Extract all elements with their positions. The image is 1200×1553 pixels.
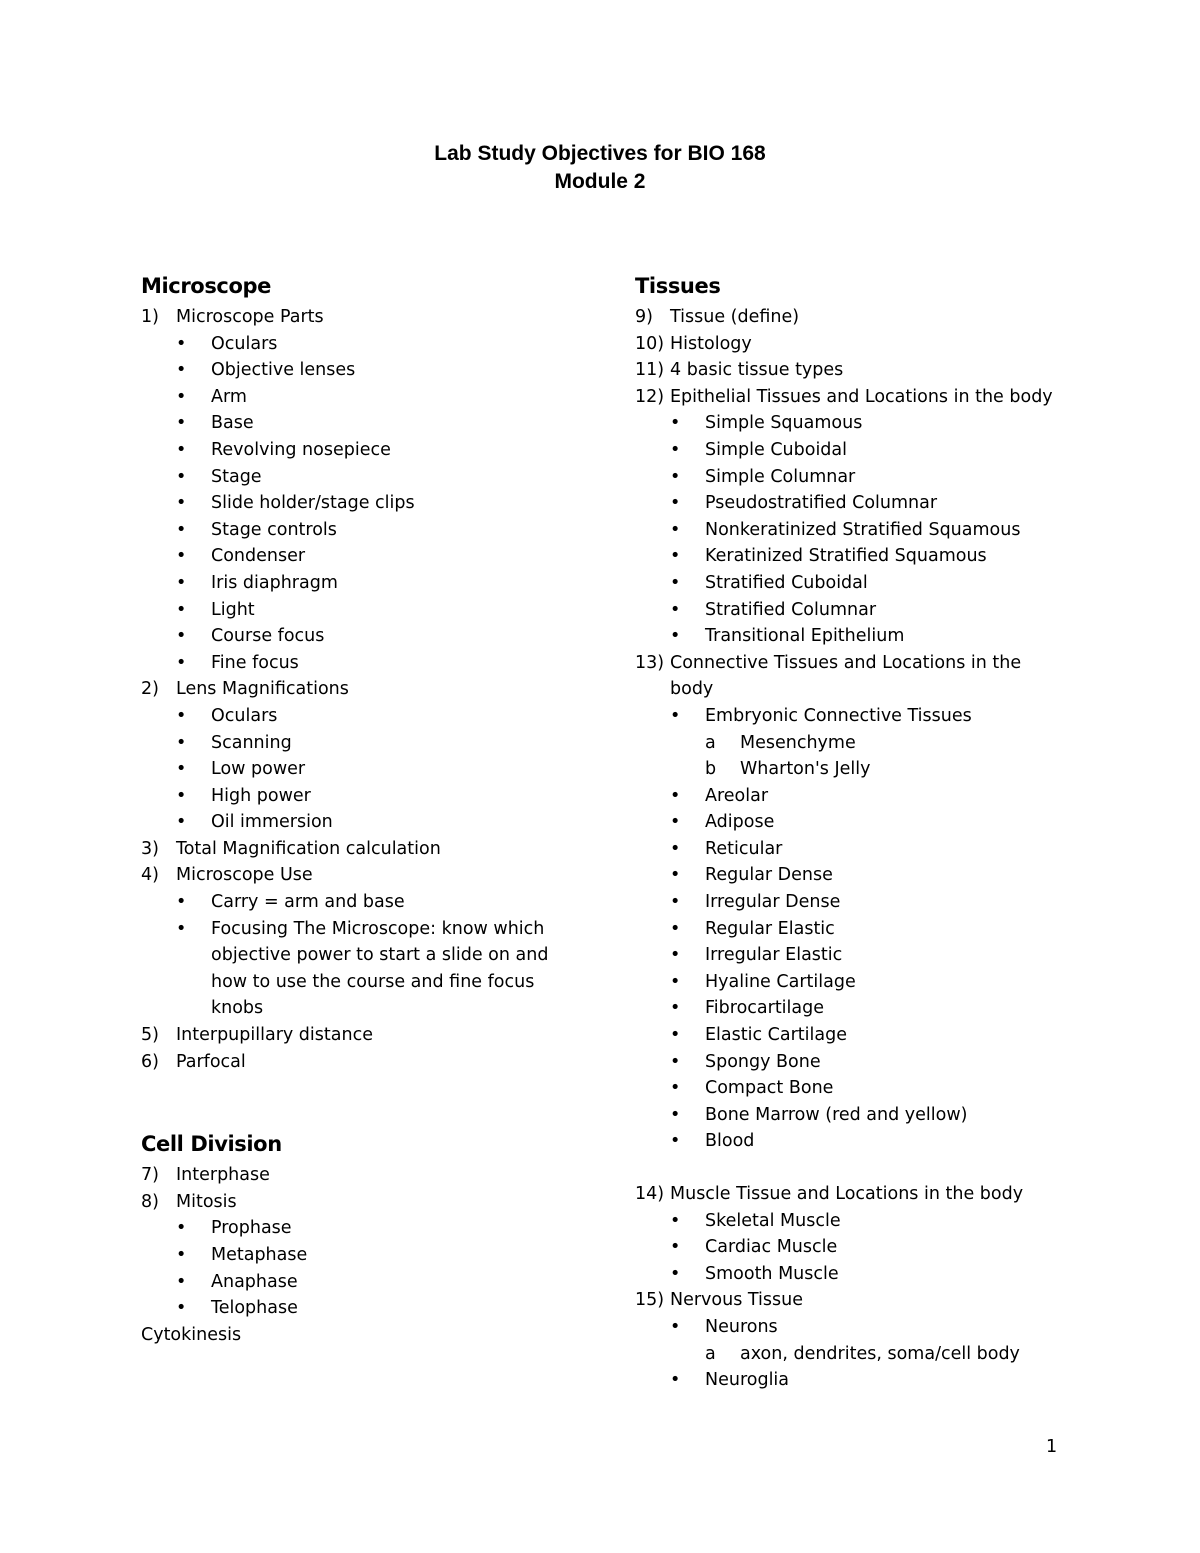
bullet-item: • Fine focus: [141, 650, 581, 677]
bullet-item: • Neurons: [635, 1314, 1075, 1341]
item-number: 3): [141, 838, 159, 859]
bullet-icon: •: [670, 466, 681, 487]
bullet-item: • Pseudostratified Columnar: [635, 490, 1075, 517]
item-number: 14): [635, 1184, 665, 1204]
bullet-item: • Light: [141, 597, 581, 624]
item-number: 13): [635, 652, 665, 673]
bullet-icon: •: [176, 1271, 187, 1292]
left-column: [141, 271, 581, 1348]
item-text: Parfocal: [176, 1051, 246, 1072]
list-item: [635, 384, 1075, 411]
bullet-item: • Revolving nosepiece: [141, 437, 581, 464]
bullet-icon: •: [670, 599, 681, 620]
bullet-icon: •: [670, 1263, 681, 1284]
bullet-icon: •: [670, 572, 681, 593]
list-item: [141, 862, 581, 889]
item-number: 5): [141, 1025, 159, 1046]
bullet-icon: •: [176, 1298, 187, 1319]
bullet-item: • Scanning: [141, 730, 581, 757]
bullet-item: • Areolar: [635, 783, 1075, 810]
item-text: Muscle Tissue and Locations in the body: [670, 1184, 1024, 1204]
bullet-icon: •: [176, 333, 187, 354]
bullet-icon: •: [670, 1078, 681, 1099]
bullet-item: • Keratinized Stratified Squamous: [635, 543, 1075, 570]
bullet-item: • Compact Bone: [635, 1075, 1075, 1102]
item-number: 2): [141, 679, 159, 700]
document-title: Lab Study Objectives for BIO 168: [434, 142, 766, 165]
page-number: 1: [1046, 1437, 1058, 1457]
list-item: [141, 1022, 581, 1049]
bullet-icon: •: [670, 785, 681, 806]
bullet-item: • Metaphase: [141, 1242, 581, 1269]
sub-item: a Mesenchyme: [635, 730, 1075, 757]
bullet-icon: •: [670, 413, 681, 434]
section-spacer: [141, 1075, 581, 1129]
bullet-icon: •: [176, 759, 187, 780]
bullet-icon: •: [670, 493, 681, 514]
bullet-item: • Cardiac Muscle: [635, 1234, 1075, 1261]
list-item: [141, 1162, 581, 1189]
bullet-item: • Stratified Cuboidal: [635, 570, 1075, 597]
bullet-icon: •: [670, 812, 681, 833]
document-header: [0, 140, 1200, 196]
item-text: Lens Magnifications: [176, 679, 349, 700]
bullet-icon: •: [670, 998, 681, 1019]
bullet-icon: •: [176, 1245, 187, 1265]
item-number: 15): [635, 1290, 665, 1311]
list-item: [141, 836, 581, 863]
list-item: [635, 357, 1075, 384]
item-number: 10): [635, 333, 665, 354]
bullet-item: • Oculars: [141, 703, 581, 730]
item-text: Interpupillary distance: [176, 1025, 373, 1046]
bullet-icon: •: [670, 892, 681, 913]
bullet-icon: •: [176, 785, 187, 806]
bullet-item: • Objective lenses: [141, 357, 581, 384]
bullet-item: • Slide holder/stage clips: [141, 490, 581, 517]
list-item: [141, 1189, 581, 1216]
cytokinesis-text: Cytokinesis: [141, 1324, 242, 1345]
bullet-item: • Simple Cuboidal: [635, 437, 1075, 464]
bullet-icon: •: [670, 439, 681, 460]
bullet-icon: •: [670, 1051, 681, 1072]
bullet-icon: •: [176, 466, 187, 487]
bullet-icon: •: [670, 971, 681, 992]
list-item: [635, 1287, 1075, 1314]
bullet-icon: •: [176, 360, 187, 381]
bullet-item: • Elastic Cartilage: [635, 1022, 1075, 1049]
bullet-icon: •: [176, 812, 187, 833]
bullet-icon: •: [176, 413, 187, 434]
bullet-icon: •: [670, 945, 681, 966]
bullet-item: • Stage: [141, 464, 581, 491]
bullet-icon: •: [176, 439, 187, 460]
list-item: [635, 304, 1075, 331]
bullet-icon: •: [176, 652, 187, 673]
bullet-item: • Iris diaphragm: [141, 570, 581, 597]
bullet-icon: •: [670, 519, 681, 540]
bullet-icon: •: [670, 838, 681, 859]
bullet-item: • Irregular Elastic: [635, 942, 1075, 969]
bullet-item: • Regular Dense: [635, 862, 1075, 889]
section-heading-microscope: Microscope: [141, 274, 271, 298]
bullet-item: • Nonkeratinized Stratified Squamous: [635, 517, 1075, 544]
bullet-item: • Transitional Epithelium: [635, 623, 1075, 650]
list-item: [141, 676, 581, 703]
bullet-item: • Anaphase: [141, 1269, 581, 1296]
bullet-item: • Fibrocartilage: [635, 995, 1075, 1022]
bullet-item: • Skeletal Muscle: [635, 1208, 1075, 1235]
bullet-item: • Neuroglia: [635, 1367, 1075, 1394]
bullet-item: • High power: [141, 783, 581, 810]
list-item: [141, 1049, 581, 1076]
bullet-item: • Simple Squamous: [635, 410, 1075, 437]
bullet-icon: •: [176, 572, 187, 593]
bullet-item: • Stage controls: [141, 517, 581, 544]
bullet-icon: •: [670, 1237, 681, 1258]
list-item: [635, 331, 1075, 358]
right-column: [635, 271, 1075, 1394]
item-text: Tissue (define): [670, 307, 800, 327]
bullet-item: • Prophase: [141, 1215, 581, 1242]
bullet-item: • Hyaline Cartilage: [635, 969, 1075, 996]
bullet-icon: •: [670, 546, 681, 567]
bullet-icon: •: [670, 626, 681, 647]
sub-letter: a: [705, 1343, 716, 1364]
list-item: [635, 1181, 1075, 1208]
bullet-item: • Embryonic Connective Tissues: [635, 703, 1075, 730]
bullet-item: • Oculars: [141, 331, 581, 358]
bullet-icon: •: [176, 546, 187, 567]
section-spacer: [635, 1155, 1075, 1181]
item-number: 12): [635, 386, 665, 407]
bullet-icon: •: [176, 918, 187, 939]
bullet-item: • Regular Elastic: [635, 916, 1075, 943]
sub-letter: a: [705, 732, 716, 753]
bullet-item: • Arm: [141, 384, 581, 411]
bullet-item: • Blood: [635, 1128, 1075, 1155]
bullet-icon: •: [670, 865, 681, 886]
bullet-icon: •: [176, 599, 187, 620]
sub-item: a axon, dendrites, soma/cell body: [635, 1341, 1075, 1368]
bullet-icon: •: [670, 1104, 681, 1125]
bullet-item: • Stratified Columnar: [635, 597, 1075, 624]
bullet-icon: •: [176, 519, 187, 540]
bullet-item: • Irregular Dense: [635, 889, 1075, 916]
bullet-item: • Telophase: [141, 1295, 581, 1322]
item-number: 9): [635, 307, 653, 327]
bullet-item: • Smooth Muscle: [635, 1261, 1075, 1288]
bullet-icon: •: [176, 705, 187, 726]
bullet-icon: •: [176, 386, 187, 407]
bullet-icon: •: [670, 1025, 681, 1046]
bullet-item: • Bone Marrow (red and yellow): [635, 1102, 1075, 1129]
item-number: 11): [635, 360, 665, 381]
item-number: 1): [141, 307, 159, 327]
list-item: [141, 304, 581, 331]
section-heading-tissues: Tissues: [635, 274, 721, 298]
bullet-item: • Course focus: [141, 623, 581, 650]
bullet-icon: •: [176, 626, 187, 647]
bullet-item: • Base: [141, 410, 581, 437]
bullet-icon: •: [176, 1218, 187, 1239]
list-item: [635, 650, 1075, 703]
bullet-item: • Carry = arm and base: [141, 889, 581, 916]
item-text: Interphase: [176, 1165, 270, 1186]
bullet-icon: •: [670, 1210, 681, 1231]
bullet-icon: •: [176, 892, 187, 913]
bullet-item: • Adipose: [635, 809, 1075, 836]
bullet-item: • Condenser: [141, 543, 581, 570]
item-text: Histology: [670, 333, 752, 354]
item-text: Microscope Parts: [176, 307, 324, 327]
sub-letter: b: [705, 759, 717, 780]
document-subtitle: Module 2: [554, 170, 646, 193]
bullet-item: • Simple Columnar: [635, 464, 1075, 491]
item-text: 4 basic tissue types: [670, 360, 844, 381]
bullet-icon: •: [670, 918, 681, 939]
bullet-item: • Focusing The Microscope: know which objective power to start a slide on and how to use the course and fine focus knobs: [141, 916, 581, 1022]
bullet-icon: •: [176, 493, 187, 514]
item-text: Mitosis: [176, 1191, 237, 1212]
item-number: 8): [141, 1191, 159, 1212]
bullet-item: • Oil immersion: [141, 809, 581, 836]
bullet-icon: •: [670, 1316, 681, 1337]
section-heading-cell-division: Cell Division: [141, 1132, 282, 1157]
item-text: Microscope Use: [176, 865, 313, 886]
bullet-item: • Low power: [141, 756, 581, 783]
item-text: Connective Tissues and Locations in the body: [670, 652, 1022, 700]
item-text: Nervous Tissue: [670, 1290, 803, 1311]
sub-item: b Wharton's Jelly: [635, 756, 1075, 783]
bullet-icon: •: [670, 1370, 681, 1391]
item-text: Epithelial Tissues and Locations in the body: [670, 386, 1053, 407]
bullet-icon: •: [176, 732, 187, 753]
bullet-item: • Reticular: [635, 836, 1075, 863]
bullet-item: • Spongy Bone: [635, 1049, 1075, 1076]
bullet-icon: •: [670, 705, 681, 726]
item-number: 4): [141, 865, 159, 886]
item-text: Total Magnification calculation: [176, 838, 441, 859]
item-number: 6): [141, 1051, 159, 1072]
bullet-icon: •: [670, 1131, 681, 1152]
item-number: 7): [141, 1165, 159, 1186]
